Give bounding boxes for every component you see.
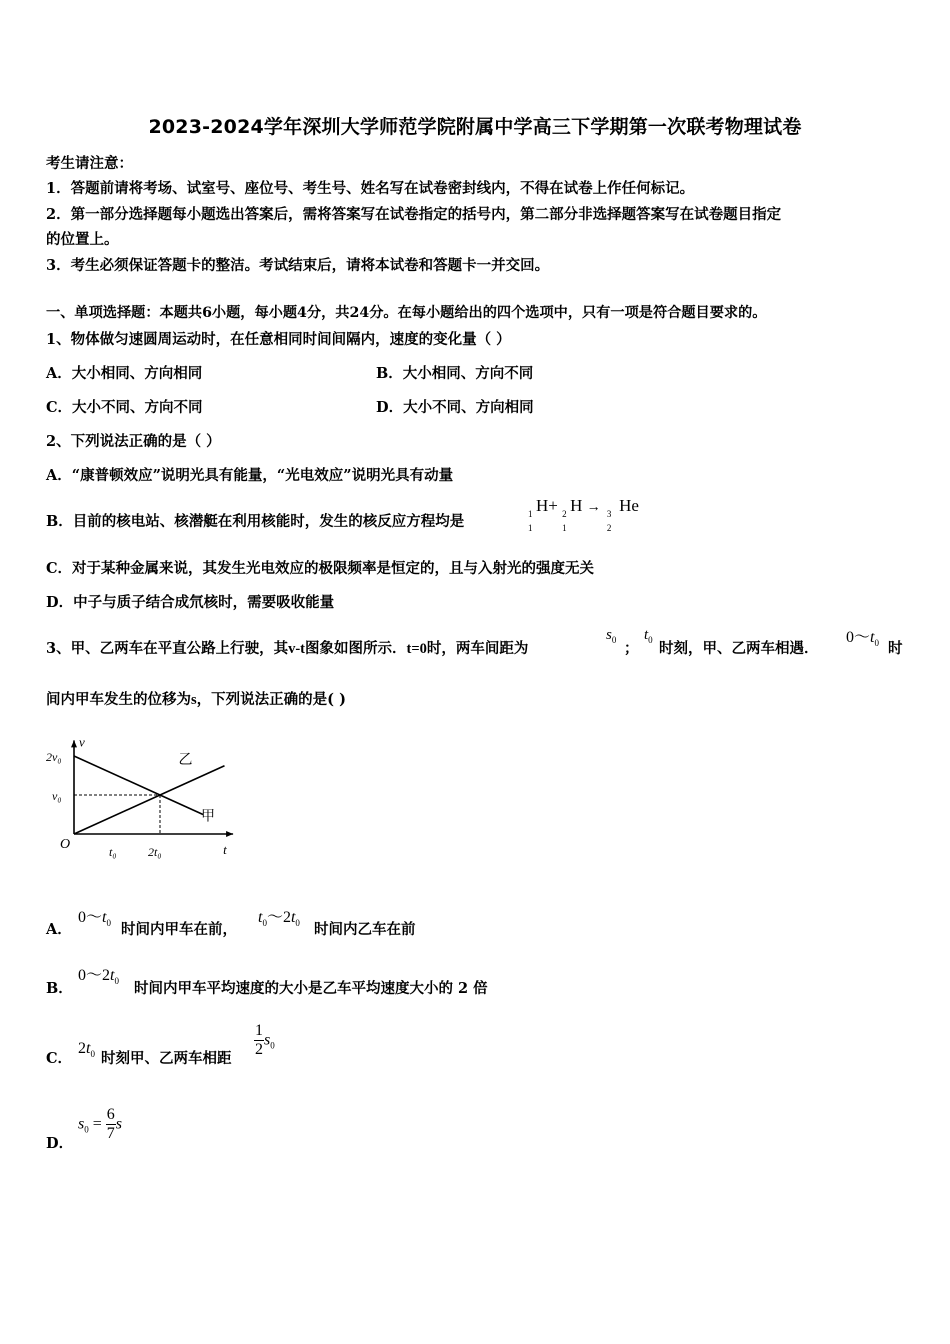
vt-graph (44, 722, 227, 862)
q1-stem: 1、物体做匀速圆周运动时，在任意相同时间间隔内，速度的变化量（ ） (46, 331, 511, 348)
series-label-jia: 甲 (201, 809, 215, 825)
interval-0-2t0: $0\sim 2t_0$ (78, 967, 119, 987)
s0-symbol: $s_0$ (606, 627, 617, 645)
q2-stem: 2、下列说法正确的是（ ） (46, 433, 221, 450)
q3-option-c-label: C． (46, 1050, 73, 1067)
q2-option-c: C．对于某种金属来说，其发生光电效应的极限频率是恒定的，且与入射光的强度无关 (46, 560, 595, 577)
q1-option-a: A．大小相同、方向相同 (46, 365, 203, 382)
interval-0-t0: $0\sim t_0$ (846, 629, 879, 649)
half-s0: $\frac{1}{2}$ $s_0$ (255, 1022, 275, 1058)
page-title: 2023-2024学年深圳大学师范学院附属中学高三下学期第一次联考物理试卷 (148, 116, 802, 138)
nuclear-equation: 1 1 H+ 2 1 H → 3 2 He (528, 496, 639, 533)
q3-option-c-text: 时刻甲、乙两车相距 (101, 1050, 232, 1067)
time-2t0: $2t_0$ (78, 1040, 95, 1060)
q1-option-c: C．大小不同、方向不同 (46, 399, 203, 416)
notice-item-3: 3．考生必须保证答题卡的整洁。考试结束后，请将本试卷和答题卡一并交回。 (46, 257, 550, 274)
x-axis-arrow (226, 831, 233, 837)
interval-0-t0-a: $0\sim t_0$ (78, 909, 111, 929)
q3-stem-line2: 间内甲车发生的位移为s，下列说法正确的是( ) (46, 691, 346, 708)
x-axis-label: t (223, 842, 227, 857)
notice-item-2: 2．第一部分选择题每小题选出答案后，需将答案写在试卷指定的括号内，第二部分非选择题答案写在试卷题目指定 (46, 206, 782, 223)
q3-option-a-label: A． (46, 921, 72, 938)
q1-option-d: D．大小不同、方向相同 (376, 399, 534, 416)
q1-option-b: B．大小相同、方向不同 (376, 365, 534, 382)
y-tick-2v0: 2v₀ (46, 750, 62, 764)
y-axis-label: v (79, 734, 85, 750)
q2-option-a: A．“康普顿效应”说明光具有能量，“光电效应”说明光具有动量 (46, 467, 454, 484)
y-tick-v0: v₀ (52, 789, 62, 803)
t0-symbol: $t_0$ (644, 627, 653, 645)
section-heading: 一、单项选择题：本题共6小题，每小题4分，共24分。在每小题给出的四个选项中，只有一项是符合题目要求的。 (46, 305, 767, 321)
q3-option-a-mid: 时间内甲车在前， (121, 921, 237, 938)
x-tick-2t0: 2t₀ (148, 845, 162, 859)
q3-option-a-end: 时间内乙车在前 (314, 921, 416, 938)
notice-item-1: 1．答题前请将考场、试室号、座位号、考生号、姓名写在试卷密封线内，不得在试卷上作任何标记。 (46, 180, 695, 197)
q3-stem-line1: 3、甲、乙两车在平直公路上行驶，其v-t图象如图所示．t=0时，两车间距为 (46, 640, 529, 657)
origin-label: O (60, 837, 71, 852)
q2-option-b: B．目前的核电站、核潜艇在利用核能时，发生的核反应方程均是 (46, 513, 465, 530)
q3-option-d-label: D． (46, 1135, 74, 1152)
q3-semicolon: ； (624, 640, 639, 657)
s0-equals-six-sevenths-s: $s_0$ = $\frac{6}{7}$ s (78, 1106, 122, 1142)
notice-heading: 考生请注意： (46, 155, 133, 172)
notice-item-2-cont: 的位置上。 (46, 231, 119, 248)
interval-t0-2t0: $t_0\sim 2t_0$ (258, 909, 300, 929)
q3-option-b-text: 时间内甲车平均速度的大小是乙车平均速度大小的 2 倍 (134, 980, 488, 997)
q2-option-d: D．中子与质子结合成氘核时，需要吸收能量 (46, 594, 335, 611)
x-tick-t0: t₀ (109, 845, 117, 859)
q3-stem-part4: 时刻，甲、乙两车相遇． (659, 640, 819, 657)
q3-stem-part5: 时 (888, 640, 903, 657)
q3-option-b-label: B． (46, 980, 73, 997)
series-label-yi: 乙 (178, 752, 193, 768)
y-axis-arrow (71, 740, 77, 747)
